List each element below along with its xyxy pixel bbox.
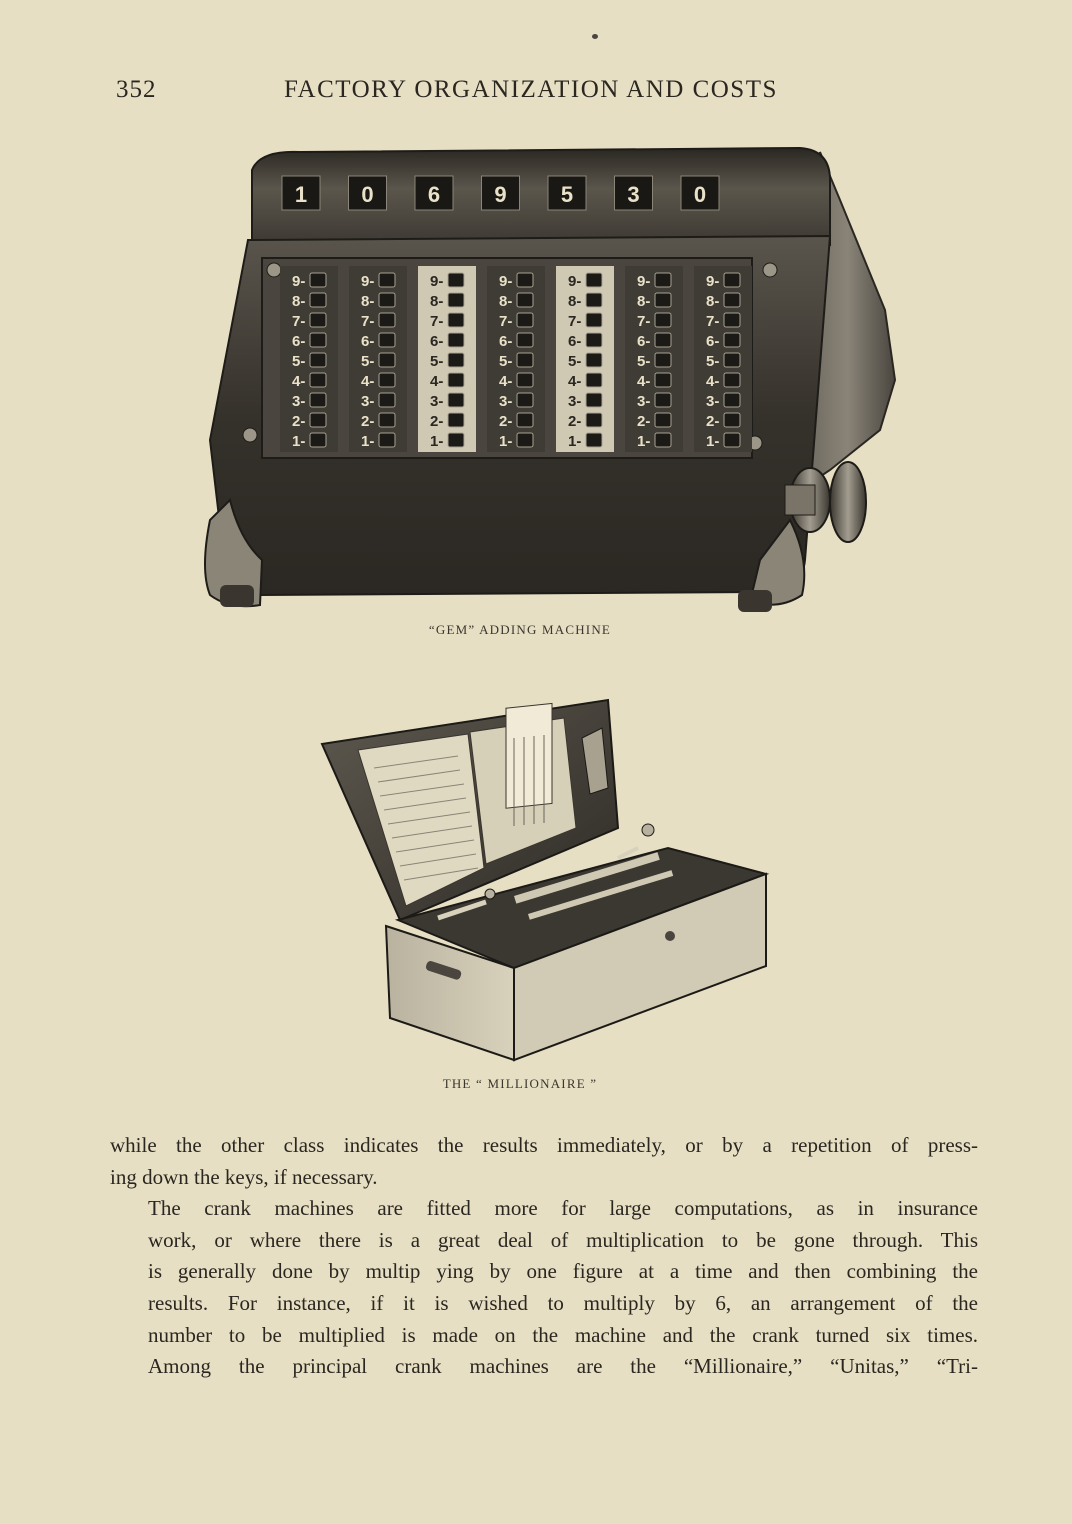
key-column: [418, 266, 476, 452]
key-digit-label: 9-: [706, 273, 720, 290]
key-digit-label: 2-: [292, 413, 306, 430]
key-digit-label: 1-: [292, 433, 306, 450]
key-slot: [448, 333, 464, 347]
key-slot: [310, 313, 326, 327]
key-digit-label: 4-: [499, 373, 513, 390]
running-title: FACTORY ORGANIZATION AND COSTS: [284, 76, 778, 103]
key-digit-label: 3-: [430, 393, 444, 410]
key-digit-label: 1-: [706, 433, 720, 450]
key-digit-label: 7-: [499, 313, 513, 330]
millionaire-figure-caption: THE “ MILLIONAIRE ”: [442, 1076, 598, 1091]
key-digit-label: 5-: [499, 353, 513, 370]
key-slot: [379, 353, 395, 367]
key-slot: [517, 413, 533, 427]
key-slot: [379, 413, 395, 427]
key-slot: [586, 333, 602, 347]
key-digit-label: 9-: [361, 273, 375, 290]
key-slot: [586, 313, 602, 327]
key-slot: [448, 413, 464, 427]
ink-fleck: [592, 34, 598, 39]
key-digit-label: 2-: [637, 413, 651, 430]
gem-adding-machine-figure: [190, 140, 910, 620]
key-slot: [655, 433, 671, 447]
millionaire-machine-illustration: [318, 698, 774, 1062]
key-digit-label: 2-: [430, 413, 444, 430]
key-slot: [586, 273, 602, 287]
key-digit-label: 5-: [430, 353, 444, 370]
key-slot: [724, 333, 740, 347]
key-digit-label: 1-: [568, 433, 582, 450]
key-slot: [655, 353, 671, 367]
key-digit-label: 6-: [568, 333, 582, 350]
key-digit-label: 2-: [706, 413, 720, 430]
key-column: [487, 266, 545, 452]
key-digit-label: 1-: [361, 433, 375, 450]
key-slot: [310, 433, 326, 447]
key-slot: [310, 333, 326, 347]
key-slot: [379, 293, 395, 307]
key-digit-label: 8-: [292, 293, 306, 310]
paragraph: [110, 1351, 978, 1383]
key-digit-label: 3-: [361, 393, 375, 410]
key-slot: [448, 293, 464, 307]
key-digit-label: 8-: [361, 293, 375, 310]
key-slot: [655, 333, 671, 347]
key-digit-label: 5-: [292, 353, 306, 370]
key-digit-label: 6-: [292, 333, 306, 350]
key-slot: [448, 433, 464, 447]
key-slot: [724, 433, 740, 447]
key-digit-label: 7-: [637, 313, 651, 330]
key-slot: [586, 353, 602, 367]
text-line: results. For instance, if it is wished to multiply by 6, an arrangement of the: [148, 1290, 978, 1315]
key-slot: [448, 393, 464, 407]
key-digit-label: 3-: [499, 393, 513, 410]
key-digit-label: 4-: [361, 373, 375, 390]
key-digit-label: 6-: [637, 333, 651, 350]
key-slot: [379, 433, 395, 447]
key-slot: [724, 393, 740, 407]
key-digit-label: 8-: [568, 293, 582, 310]
key-slot: [379, 313, 395, 327]
key-slot: [448, 273, 464, 287]
text-line: while the other class indicates the results immediately, or by a repetition of press-: [110, 1133, 978, 1157]
key-slot: [379, 333, 395, 347]
key-digit-label: 7-: [361, 313, 375, 330]
display-digit: 6: [427, 182, 441, 207]
key-slot: [655, 393, 671, 407]
key-slot: [724, 313, 740, 327]
key-slot: [586, 373, 602, 387]
key-digit-label: 5-: [568, 353, 582, 370]
key-digit-label: 3-: [292, 393, 306, 410]
key-digit-label: 6-: [706, 333, 720, 350]
key-slot: [517, 393, 533, 407]
key-digit-label: 4-: [292, 373, 306, 390]
key-slot: [379, 273, 395, 287]
key-digit-label: 9-: [568, 273, 582, 290]
key-digit-label: 3-: [568, 393, 582, 410]
key-slot: [517, 273, 533, 287]
key-slot: [310, 353, 326, 367]
key-digit-label: 3-: [637, 393, 651, 410]
text-line: ing down the keys, if necessary.: [110, 1164, 378, 1189]
key-slot: [655, 413, 671, 427]
text-line: Among the principal crank machines are the “Millionaire,” “Unitas,” “Tri-: [148, 1354, 978, 1379]
key-digit-label: 8-: [637, 293, 651, 310]
text-line: work, or where there is a great deal of multiplication to be gone through. This: [148, 1227, 978, 1252]
key-column: [280, 266, 338, 452]
key-column: [694, 266, 752, 452]
key-digit-label: 7-: [568, 313, 582, 330]
page-number: 352: [116, 76, 157, 103]
key-slot: [448, 373, 464, 387]
key-digit-label: 7-: [706, 313, 720, 330]
key-slot: [655, 373, 671, 387]
display-digit: 9: [494, 182, 507, 207]
key-slot: [724, 413, 740, 427]
key-slot: [655, 293, 671, 307]
key-digit-label: 9-: [637, 273, 651, 290]
display-digit: 0: [361, 182, 374, 207]
key-slot: [448, 313, 464, 327]
key-slot: [517, 313, 533, 327]
key-slot: [310, 293, 326, 307]
key-slot: [517, 353, 533, 367]
key-slot: [379, 393, 395, 407]
key-slot: [310, 393, 326, 407]
key-slot: [448, 353, 464, 367]
key-slot: [724, 353, 740, 367]
gem-figure-caption: “GEM” ADDING MACHINE: [428, 622, 612, 637]
key-digit-label: 7-: [430, 313, 444, 330]
display-digit: 5: [560, 182, 574, 207]
key-digit-label: 3-: [706, 393, 720, 410]
key-digit-label: 9-: [499, 273, 513, 290]
key-digit-label: 4-: [568, 373, 582, 390]
key-digit-label: 7-: [292, 313, 306, 330]
key-slot: [586, 293, 602, 307]
key-digit-label: 6-: [499, 333, 513, 350]
key-digit-label: 1-: [499, 433, 513, 450]
key-slot: [517, 293, 533, 307]
key-slot: [724, 373, 740, 387]
key-slot: [586, 413, 602, 427]
key-digit-label: 9-: [292, 273, 306, 290]
display-digit: 0: [693, 182, 707, 207]
key-slot: [517, 333, 533, 347]
text-line: The crank machines are fitted more for large computations, as in insurance: [148, 1196, 978, 1221]
key-slot: [724, 273, 740, 287]
key-digit-label: 9-: [430, 273, 444, 290]
key-digit-label: 8-: [430, 293, 444, 310]
key-digit-label: 1-: [637, 433, 651, 450]
key-slot: [655, 273, 671, 287]
key-digit-label: 6-: [361, 333, 375, 350]
running-header: [116, 74, 826, 114]
key-slot: [517, 433, 533, 447]
display-digit: 3: [627, 182, 640, 207]
key-digit-label: 4-: [637, 373, 651, 390]
display-digit: 1: [294, 182, 308, 207]
key-digit-label: 2-: [361, 413, 375, 430]
key-slot: [310, 273, 326, 287]
text-line: number to be multiplied is made on the machine and the crank turned six times.: [148, 1322, 978, 1347]
key-slot: [310, 413, 326, 427]
key-slot: [586, 433, 602, 447]
key-digit-label: 4-: [430, 373, 444, 390]
key-slot: [310, 373, 326, 387]
body-text: [110, 1130, 978, 1383]
key-slot: [379, 373, 395, 387]
key-digit-label: 6-: [430, 333, 444, 350]
key-slot: [724, 293, 740, 307]
text-line: is generally done by multip ying by one figure at a time and then combining the: [148, 1259, 978, 1284]
key-slot: [655, 313, 671, 327]
key-digit-label: 5-: [706, 353, 720, 370]
key-digit-label: 8-: [706, 293, 720, 310]
key-digit-label: 5-: [361, 353, 375, 370]
key-digit-label: 4-: [706, 373, 720, 390]
key-digit-label: 2-: [568, 413, 582, 430]
millionaire-machine-figure: [318, 698, 774, 1062]
key-digit-label: 5-: [637, 353, 651, 370]
key-column: [556, 266, 614, 452]
key-slot: [586, 393, 602, 407]
paragraph: [110, 1193, 978, 1351]
key-digit-label: 8-: [499, 293, 513, 310]
gem-adding-machine-illustration: [190, 140, 910, 620]
key-digit-label: 2-: [499, 413, 513, 430]
key-digit-label: 1-: [430, 433, 444, 450]
key-column: [625, 266, 683, 452]
key-column: [349, 266, 407, 452]
key-slot: [517, 373, 533, 387]
paragraph: [110, 1130, 978, 1193]
